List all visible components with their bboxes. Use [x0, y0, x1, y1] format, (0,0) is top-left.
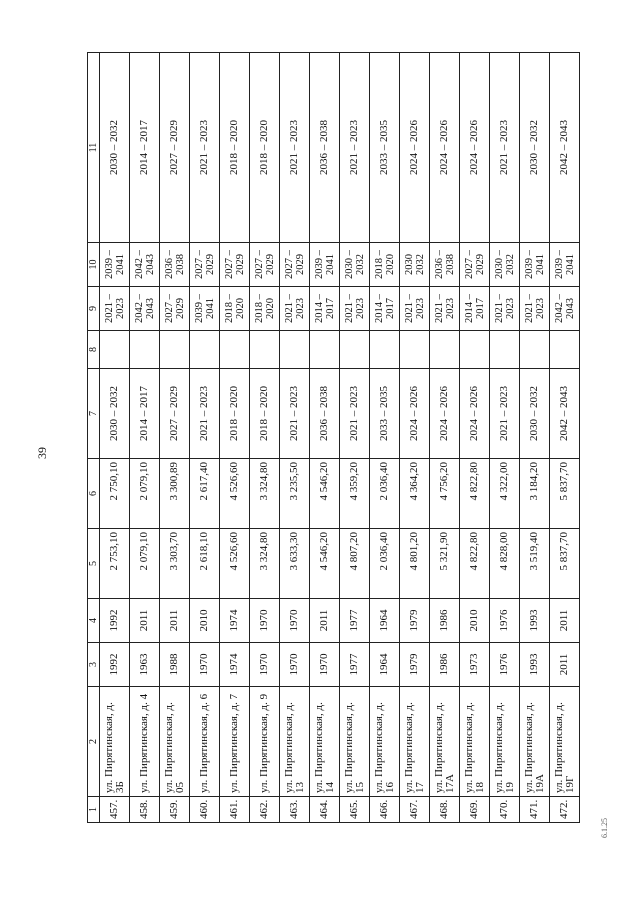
row-number: 460. [190, 797, 220, 823]
period-start: 2021 – [103, 294, 115, 323]
period-start: 2030 [403, 254, 415, 275]
empty-cell [160, 331, 190, 369]
period-cell: 2033 – 2035 [370, 369, 400, 459]
period-10-cell [400, 243, 430, 287]
year-built-cell: 1970 [190, 643, 220, 687]
period-start: 2039 – [313, 250, 325, 279]
period-end: 2029 [474, 254, 486, 275]
period-start: 2030 – [343, 250, 355, 279]
period-final-cell: 2021 – 2023 [190, 53, 220, 243]
period-final-cell: 2030 – 2032 [100, 53, 130, 243]
period-start: 2027 – [283, 250, 295, 279]
address-cell: ул. Пирятинская, д. 7 [220, 687, 250, 797]
year-cell: 2011 [130, 599, 160, 643]
table-row [250, 53, 280, 823]
period-end: 2023 [444, 298, 456, 319]
column-header: 9 [88, 287, 100, 331]
page-number: 39 [35, 447, 49, 459]
period-end: 2023 [114, 298, 126, 319]
empty-cell [190, 331, 220, 369]
table-row [220, 53, 250, 823]
period-end: 2017 [474, 298, 486, 319]
empty-cell [310, 331, 340, 369]
year-built-cell: 1970 [310, 643, 340, 687]
area-living-cell: 3 324,80 [250, 459, 280, 529]
period-end: 2029 [174, 298, 186, 319]
period-start: 2039 – [103, 250, 115, 279]
period-final-cell: 2021 – 2023 [340, 53, 370, 243]
year-cell: 1986 [430, 599, 460, 643]
area-total-cell: 4 546,20 [310, 529, 340, 599]
area-living-cell: 4 546,20 [310, 459, 340, 529]
area-living-cell: 2 617,40 [190, 459, 220, 529]
address-cell: ул. Пирятинская, д. 15 [340, 687, 370, 797]
header-row [88, 53, 100, 823]
area-total-cell: 3 303,70 [160, 529, 190, 599]
row-number: 466. [370, 797, 400, 823]
row-number: 459. [160, 797, 190, 823]
rotated-table-container [87, 53, 600, 823]
table-row [340, 53, 370, 823]
period-cell: 2021 – 2023 [280, 369, 310, 459]
footer-mark: 6.1.25 [600, 818, 609, 838]
empty-cell [520, 331, 550, 369]
period-9-cell [550, 287, 580, 331]
year-built-cell: 1979 [400, 643, 430, 687]
housing-table [87, 52, 580, 823]
year-built-cell: 1970 [250, 643, 280, 687]
column-header: 7 [88, 369, 100, 459]
period-start: 2039 – [523, 250, 535, 279]
period-9-cell [370, 287, 400, 331]
year-cell: 1970 [280, 599, 310, 643]
period-start: 2021 – [403, 294, 415, 323]
year-cell: 2011 [550, 599, 580, 643]
address-cell: ул. Пирятинская, д. 19Г [550, 687, 580, 797]
year-built-cell: 1988 [160, 643, 190, 687]
period-cell: 2024 – 2026 [400, 369, 430, 459]
period-start: 2021 – [523, 294, 535, 323]
area-living-cell: 4 526,60 [220, 459, 250, 529]
period-final-cell: 2024 – 2026 [400, 53, 430, 243]
period-end: 2041 [534, 254, 546, 275]
year-cell: 1964 [370, 599, 400, 643]
period-final-cell: 2018 – 2020 [250, 53, 280, 243]
period-start: 2014 – [373, 294, 385, 323]
period-start: 2042 – [553, 294, 565, 323]
year-cell: 1993 [520, 599, 550, 643]
empty-cell [220, 331, 250, 369]
period-10-cell [370, 243, 400, 287]
period-start: 2027 – [253, 250, 265, 279]
period-9-cell [220, 287, 250, 331]
period-10-cell [100, 243, 130, 287]
period-start: 2021 – [343, 294, 355, 323]
row-number: 465. [340, 797, 370, 823]
row-number: 470. [490, 797, 520, 823]
column-header: 6 [88, 459, 100, 529]
empty-cell [370, 331, 400, 369]
period-start: 2018 – [373, 250, 385, 279]
row-number: 457. [100, 797, 130, 823]
period-end: 2029 [204, 254, 216, 275]
row-number: 467. [400, 797, 430, 823]
period-end: 2023 [534, 298, 546, 319]
period-cell: 2014 – 2017 [130, 369, 160, 459]
period-end: 2029 [294, 254, 306, 275]
column-header: 5 [88, 529, 100, 599]
year-cell: 1974 [220, 599, 250, 643]
address-cell: ул. Пирятинская, д. 17А [430, 687, 460, 797]
address-cell: ул. Пирятинская, д. 13 [280, 687, 310, 797]
area-living-cell: 4 756,20 [430, 459, 460, 529]
year-built-cell: 1993 [520, 643, 550, 687]
period-final-cell: 2021 – 2023 [280, 53, 310, 243]
period-end: 2020 [384, 254, 396, 275]
empty-cell [250, 331, 280, 369]
period-9-cell [460, 287, 490, 331]
period-start: 2027 – [463, 250, 475, 279]
area-total-cell: 4 801,20 [400, 529, 430, 599]
address-cell: ул. Пирятинская, д. 05 [160, 687, 190, 797]
period-cell: 2036 – 2038 [310, 369, 340, 459]
table-row [310, 53, 340, 823]
table-row [520, 53, 550, 823]
period-final-cell: 2024 – 2026 [430, 53, 460, 243]
period-end: 2023 [504, 298, 516, 319]
column-header: 10 [88, 243, 100, 287]
period-10-cell [430, 243, 460, 287]
period-9-cell [490, 287, 520, 331]
area-total-cell: 2 753,10 [100, 529, 130, 599]
table-row [160, 53, 190, 823]
area-living-cell: 2 036,40 [370, 459, 400, 529]
column-header: 8 [88, 331, 100, 369]
period-final-cell: 2021 – 2023 [490, 53, 520, 243]
period-10-cell [190, 243, 220, 287]
area-living-cell: 2 079,10 [130, 459, 160, 529]
column-header: 4 [88, 599, 100, 643]
period-final-cell: 2024 – 2026 [460, 53, 490, 243]
area-total-cell: 2 618,10 [190, 529, 220, 599]
empty-cell [490, 331, 520, 369]
year-cell: 2010 [460, 599, 490, 643]
area-total-cell: 2 036,40 [370, 529, 400, 599]
empty-cell [100, 331, 130, 369]
period-cell: 2024 – 2026 [460, 369, 490, 459]
period-cell: 2027 – 2029 [160, 369, 190, 459]
year-cell: 1992 [100, 599, 130, 643]
area-living-cell: 4 364,20 [400, 459, 430, 529]
period-end: 2041 [114, 254, 126, 275]
row-number: 458. [130, 797, 160, 823]
year-built-cell: 1963 [130, 643, 160, 687]
period-10-cell [130, 243, 160, 287]
year-built-cell: 1976 [490, 643, 520, 687]
period-start: 2027 – [193, 250, 205, 279]
period-cell: 2024 – 2026 [430, 369, 460, 459]
year-built-cell: 1977 [340, 643, 370, 687]
period-end: 2043 [144, 298, 156, 319]
period-start: 2039 – [193, 294, 205, 323]
period-10-cell [520, 243, 550, 287]
table-row [490, 53, 520, 823]
table-row [550, 53, 580, 823]
year-built-cell: 1964 [370, 643, 400, 687]
year-cell: 2011 [160, 599, 190, 643]
period-end: 2032 [414, 254, 426, 275]
empty-cell [430, 331, 460, 369]
period-10-cell [220, 243, 250, 287]
period-start: 2036 – [433, 250, 445, 279]
period-final-cell: 2030 – 2032 [520, 53, 550, 243]
row-number: 464. [310, 797, 340, 823]
period-start: 2042 – [133, 250, 145, 279]
period-9-cell [100, 287, 130, 331]
period-final-cell: 2036 – 2038 [310, 53, 340, 243]
row-number: 469. [460, 797, 490, 823]
period-end: 2023 [354, 298, 366, 319]
period-10-cell [160, 243, 190, 287]
year-cell: 1977 [340, 599, 370, 643]
column-header: 1 [88, 797, 100, 823]
period-cell: 2018 – 2020 [250, 369, 280, 459]
year-cell: 1976 [490, 599, 520, 643]
area-living-cell: 3 235,50 [280, 459, 310, 529]
period-start: 2018 – [223, 294, 235, 323]
period-end: 2020 [264, 298, 276, 319]
row-number: 468. [430, 797, 460, 823]
area-total-cell: 5 321,90 [430, 529, 460, 599]
empty-cell [340, 331, 370, 369]
period-start: 2014 – [463, 294, 475, 323]
period-end: 2017 [324, 298, 336, 319]
address-cell: ул. Пирятинская, д. 14 [310, 687, 340, 797]
area-living-cell: 2 750,10 [100, 459, 130, 529]
period-10-cell [460, 243, 490, 287]
table-body [88, 53, 580, 823]
address-cell: ул. Пирятинская, д. 16 [370, 687, 400, 797]
period-end: 2041 [564, 254, 576, 275]
address-cell: ул. Пирятинская, д. 3Б [100, 687, 130, 797]
year-built-cell: 1986 [430, 643, 460, 687]
address-cell: ул. Пирятинская, д. 9 [250, 687, 280, 797]
year-cell: 1979 [400, 599, 430, 643]
row-number: 461. [220, 797, 250, 823]
period-end: 2041 [204, 298, 216, 319]
row-number: 471. [520, 797, 550, 823]
column-header: 11 [88, 53, 100, 243]
year-built-cell: 1974 [220, 643, 250, 687]
table-row [100, 53, 130, 823]
period-end: 2038 [174, 254, 186, 275]
period-10-cell [490, 243, 520, 287]
period-start: 2039 – [553, 250, 565, 279]
period-10-cell [310, 243, 340, 287]
period-10-cell [340, 243, 370, 287]
period-start: 2027 – [223, 250, 235, 279]
period-end: 2020 [234, 298, 246, 319]
address-cell: ул. Пирятинская, д. 6 [190, 687, 220, 797]
period-9-cell [340, 287, 370, 331]
period-final-cell: 2018 – 2020 [220, 53, 250, 243]
area-living-cell: 4 359,20 [340, 459, 370, 529]
period-cell: 2021 – 2023 [340, 369, 370, 459]
row-number: 462. [250, 797, 280, 823]
period-end: 2023 [414, 298, 426, 319]
period-cell: 2018 – 2020 [220, 369, 250, 459]
period-9-cell [190, 287, 220, 331]
table-row [370, 53, 400, 823]
table-row [280, 53, 310, 823]
period-cell: 2021 – 2023 [490, 369, 520, 459]
area-total-cell: 3 633,30 [280, 529, 310, 599]
area-total-cell: 3 324,80 [250, 529, 280, 599]
period-end: 2043 [564, 298, 576, 319]
area-living-cell: 3 184,20 [520, 459, 550, 529]
row-number: 472. [550, 797, 580, 823]
column-header: 2 [88, 687, 100, 797]
table-row [130, 53, 160, 823]
period-start: 2021 – [433, 294, 445, 323]
area-total-cell: 4 822,80 [460, 529, 490, 599]
table-row [400, 53, 430, 823]
table-row [190, 53, 220, 823]
address-cell: ул. Пирятинская, д. 18 [460, 687, 490, 797]
period-start: 2030 – [493, 250, 505, 279]
empty-cell [460, 331, 490, 369]
address-cell: ул. Пирятинская, д. 19 [490, 687, 520, 797]
period-start: 2021 – [493, 294, 505, 323]
empty-cell [550, 331, 580, 369]
period-start: 2027 – [163, 294, 175, 323]
period-start: 2018 – [253, 294, 265, 323]
period-9-cell [280, 287, 310, 331]
period-final-cell: 2042 – 2043 [550, 53, 580, 243]
table-row [430, 53, 460, 823]
area-total-cell: 2 079,10 [130, 529, 160, 599]
period-start: 2021 – [283, 294, 295, 323]
period-9-cell [520, 287, 550, 331]
area-living-cell: 4 322,00 [490, 459, 520, 529]
period-9-cell [430, 287, 460, 331]
period-end: 2041 [324, 254, 336, 275]
year-cell: 2010 [190, 599, 220, 643]
period-9-cell [250, 287, 280, 331]
period-10-cell [250, 243, 280, 287]
year-built-cell: 1970 [280, 643, 310, 687]
period-final-cell: 2027 – 2029 [160, 53, 190, 243]
area-living-cell: 5 837,70 [550, 459, 580, 529]
year-built-cell: 2011 [550, 643, 580, 687]
area-living-cell: 3 300,89 [160, 459, 190, 529]
table-row [460, 53, 490, 823]
period-start: 2036 – [163, 250, 175, 279]
area-total-cell: 4 526,60 [220, 529, 250, 599]
year-built-cell: 1992 [100, 643, 130, 687]
period-end: 2032 [354, 254, 366, 275]
period-end: 2029 [264, 254, 276, 275]
period-cell: 2030 – 2032 [520, 369, 550, 459]
period-end: 2043 [144, 254, 156, 275]
address-cell: ул. Пирятинская, д. 17 [400, 687, 430, 797]
period-start: 2014 – [313, 294, 325, 323]
period-cell: 2030 – 2032 [100, 369, 130, 459]
period-end: 2023 [294, 298, 306, 319]
period-end: 2017 [384, 298, 396, 319]
row-number: 463. [280, 797, 310, 823]
period-end: 2032 [504, 254, 516, 275]
area-living-cell: 4 822,80 [460, 459, 490, 529]
period-9-cell [400, 287, 430, 331]
year-cell: 2011 [310, 599, 340, 643]
period-final-cell: 2014 – 2017 [130, 53, 160, 243]
column-header: 3 [88, 643, 100, 687]
period-cell: 2021 – 2023 [190, 369, 220, 459]
area-total-cell: 5 837,70 [550, 529, 580, 599]
empty-cell [280, 331, 310, 369]
period-cell: 2042 – 2043 [550, 369, 580, 459]
area-total-cell: 4 807,20 [340, 529, 370, 599]
empty-cell [130, 331, 160, 369]
address-cell: ул. Пирятинская, д. 19А [520, 687, 550, 797]
period-9-cell [130, 287, 160, 331]
period-end: 2038 [444, 254, 456, 275]
year-built-cell: 1973 [460, 643, 490, 687]
period-10-cell [280, 243, 310, 287]
period-10-cell [550, 243, 580, 287]
period-9-cell [160, 287, 190, 331]
period-final-cell: 2033 – 2035 [370, 53, 400, 243]
period-end: 2029 [234, 254, 246, 275]
address-cell: ул. Пирятинская, д. 4 [130, 687, 160, 797]
area-total-cell: 3 519,40 [520, 529, 550, 599]
year-cell: 1970 [250, 599, 280, 643]
period-9-cell [310, 287, 340, 331]
empty-cell [400, 331, 430, 369]
area-total-cell: 4 828,00 [490, 529, 520, 599]
period-start: 2042 – [133, 294, 145, 323]
